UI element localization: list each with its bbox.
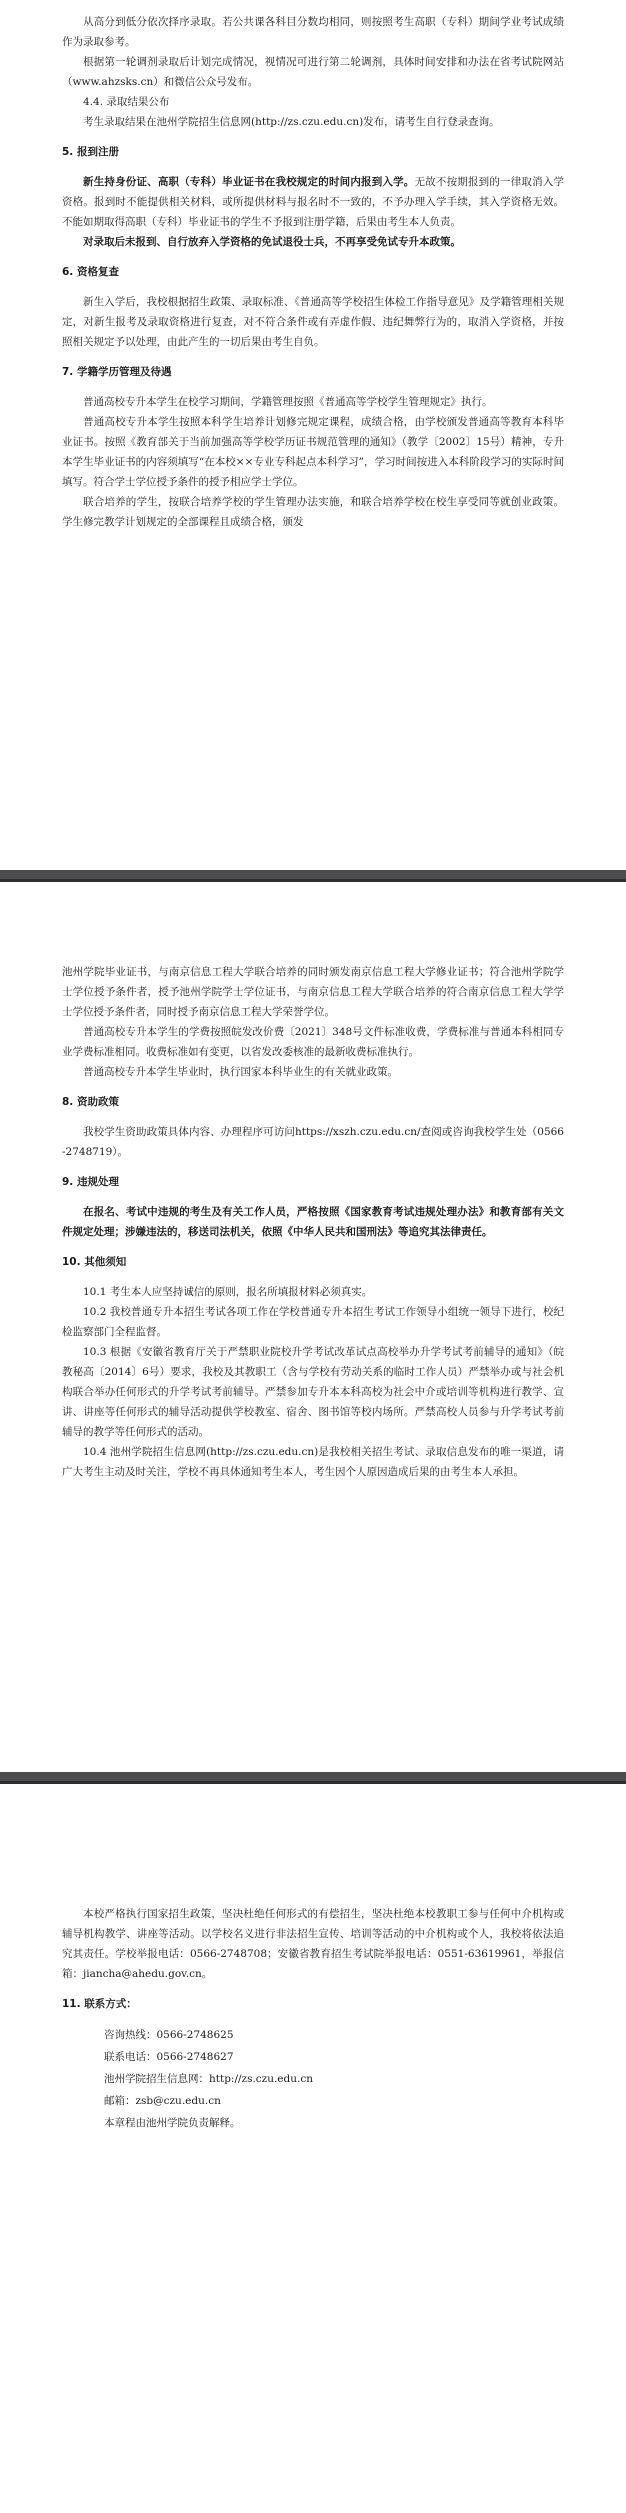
- contact-website: 池州学院招生信息网：http://zs.czu.edu.cn: [104, 2073, 313, 2085]
- paragraph: 新生入学后，我校根据招生政策、录取标准、《普通高等学校招生体检工作指导意见》及学籍管理相关规定，对新生报考及录取资格进行复查，对不符合条件或有弄虚作假、违纪舞弊行为的，取消入学资格，并按照相关规定予以处理，由此产生的一切后果由考生自负。: [62, 296, 564, 348]
- paragraph: 10.4 池州学院招生信息网(http://zs.czu.edu.cn)是我校相关招生考试、录取信息发布的唯一渠道，请广大考生主动及时关注，学校不再具体通知考生本人，考生因个人原因造成后果的由考生本人承担。: [62, 1446, 564, 1478]
- paragraph: 10.3 根据《安徽省教育厅关于严禁职业院校升学考试改革试点高校举办升学考试考前辅导的通知》（皖教秘高〔2014〕6号）要求，我校及其教职工（含与学校有劳动关系的临时工作人员）严禁举办或与社会机构联合举办任何形式的升学考试考前辅导。严禁参加专升本本科高校为社会中介或培训等机构进行教学、宣讲、讲座等任何形式的辅导活动提供学校教室、宿舍、图书馆等校内场所。严禁高校人员参与升学考试考前辅导的教学等任何形式的活动。: [62, 1346, 564, 1438]
- paragraph: 本校严格执行国家招生政策，坚决杜绝任何形式的有偿招生，坚决杜绝本校教职工参与任何中介机构或辅导机构教学、讲座等活动。以学校名义进行非法招生宣传、培训等活动的中介机构或个人，我校将依法追究其责任。学校举报电话：0566-2748708；安徽省教育招生考试院举报电话：0551-63619961，举报信箱：jiancha@ahedu.gov.cn。: [62, 1908, 564, 1980]
- paragraph: 池州学院毕业证书，与南京信息工程大学联合培养的同时颁发南京信息工程大学修业证书；符合池州学院学士学位授予条件者，授予池州学院学士学位证书，与南京信息工程大学联合培养的符合南京信息工程大学学士学位授予条件者，同时授予南京信息工程大学荣誉学位。: [62, 966, 564, 1018]
- paragraph: 普通高校专升本学生在校学习期间，学籍管理按照《普通高等学校学生管理规定》执行。: [83, 396, 493, 408]
- interpretation-note: 本章程由池州学院负责解释。: [104, 2117, 241, 2129]
- document-page-3: [0, 1784, 626, 2513]
- paragraph: 根据第一轮调剂录取后计划完成情况，视情况可进行第二轮调剂，具体时间安排和办法在省考试院网站（www.ahzsks.cn）和微信公众号发布。: [62, 56, 564, 88]
- text: 无故不按期报到的一律取消入学资格。报到时不能提供相关材料，或所提供材料与报名时不一致的，不予办理入学手续，其入学资格无效。不能如期取得高职（专科）毕业证书的学生不予报到注册学籍，后果由考生本人负责。: [62, 176, 565, 228]
- section-heading-5: 5. 报到注册: [62, 146, 119, 158]
- paragraph: 普通高校专升本学生毕业时，执行国家本科毕业生的有关就业政策。: [83, 1066, 398, 1078]
- section-heading-8: 8. 资助政策: [62, 1096, 119, 1108]
- document-page-1: [0, 0, 626, 868]
- contact-list: [62, 2024, 564, 2134]
- paragraph-bold: 在报名、考试中违规的考生及有关工作人员，严格按照《国家教育考试违规处理办法》和教育部有关文件规定处理；涉嫌违法的，移送司法机关，依照《中华人民共和国刑法》等追究其法律责任。: [62, 1206, 564, 1238]
- paragraph-bold: 对录取后未报到、自行放弃入学资格的免试退役士兵，不再享受免试专升本政策。: [83, 236, 461, 248]
- document-page-2: [0, 882, 626, 1772]
- section-heading-9: 9. 违规处理: [62, 1176, 119, 1188]
- section-heading-10: 10. 其他须知: [62, 1256, 127, 1268]
- paragraph: 10.2 我校普通专升本招生考试各项工作在学校普通专升本招生考试工作领导小组统一领导下进行，校纪检监察部门全程监督。: [62, 1306, 564, 1338]
- subheading: 4.4. 录取结果公布: [83, 96, 170, 108]
- paragraph: 联合培养的学生，按联合培养学校的学生管理办法实施，和联合培养学校在校生享受同等就创业政策。学生修完教学计划规定的全部课程且成绩合格，颁发: [62, 496, 564, 528]
- contact-hotline: 咨询热线：0566-2748625: [104, 2029, 234, 2041]
- paragraph: 我校学生资助政策具体内容、办理程序可访问https://xszh.czu.edu.cn/查阅或咨询我校学生处（0566-2748719）。: [62, 1126, 564, 1158]
- bold-text: 新生持身份证、高职（专科）毕业证书在我校规定的时间内报到入学。: [83, 176, 415, 188]
- paragraph: 普通高校专升本学生的学费按照皖发改价费〔2021〕348号文件标准收费，学费标准与普通本科相同专业学费标准相同。收费标准如有变更，以省发改委核准的最新收费标准执行。: [62, 1026, 564, 1058]
- paragraph: 考生录取结果在池州学院招生信息网(http://zs.czu.edu.cn)发布，请考生自行登录查询。: [83, 116, 500, 128]
- contact-email: 邮箱：zsb@czu.edu.cn: [104, 2095, 221, 2107]
- section-heading-7: 7. 学籍学历管理及待遇: [62, 366, 172, 378]
- page-separator: [0, 1772, 626, 1784]
- page-separator: [0, 870, 626, 882]
- contact-phone: 联系电话：0566-2748627: [104, 2051, 234, 2063]
- paragraph: [62, 172, 564, 232]
- paragraph: 从高分到低分依次择序录取。若公共课各科目分数均相同，则按照考生高职（专科）期间学业考试成绩作为录取参考。: [62, 16, 564, 48]
- section-heading-11: 11. 联系方式：: [62, 1998, 137, 2010]
- paragraph: 普通高校专升本学生按照本科学生培养计划修完规定课程，成绩合格，由学校颁发普通高等教育本科毕业证书。按照《教育部关于当前加强高等学校学历证书规范管理的通知》（教学〔2002〕15号）精神，专升本学生毕业证书的内容须填写“在本校××专业专科起点本科学习”，学习时间按进入本科阶段学习的实际时间填写。符合学士学位授予条件的授予相应学士学位。: [62, 416, 564, 488]
- paragraph: 10.1 考生本人应坚持诚信的原则，报名所填报材料必须真实。: [83, 1286, 373, 1298]
- section-heading-6: 6. 资格复查: [62, 266, 119, 278]
